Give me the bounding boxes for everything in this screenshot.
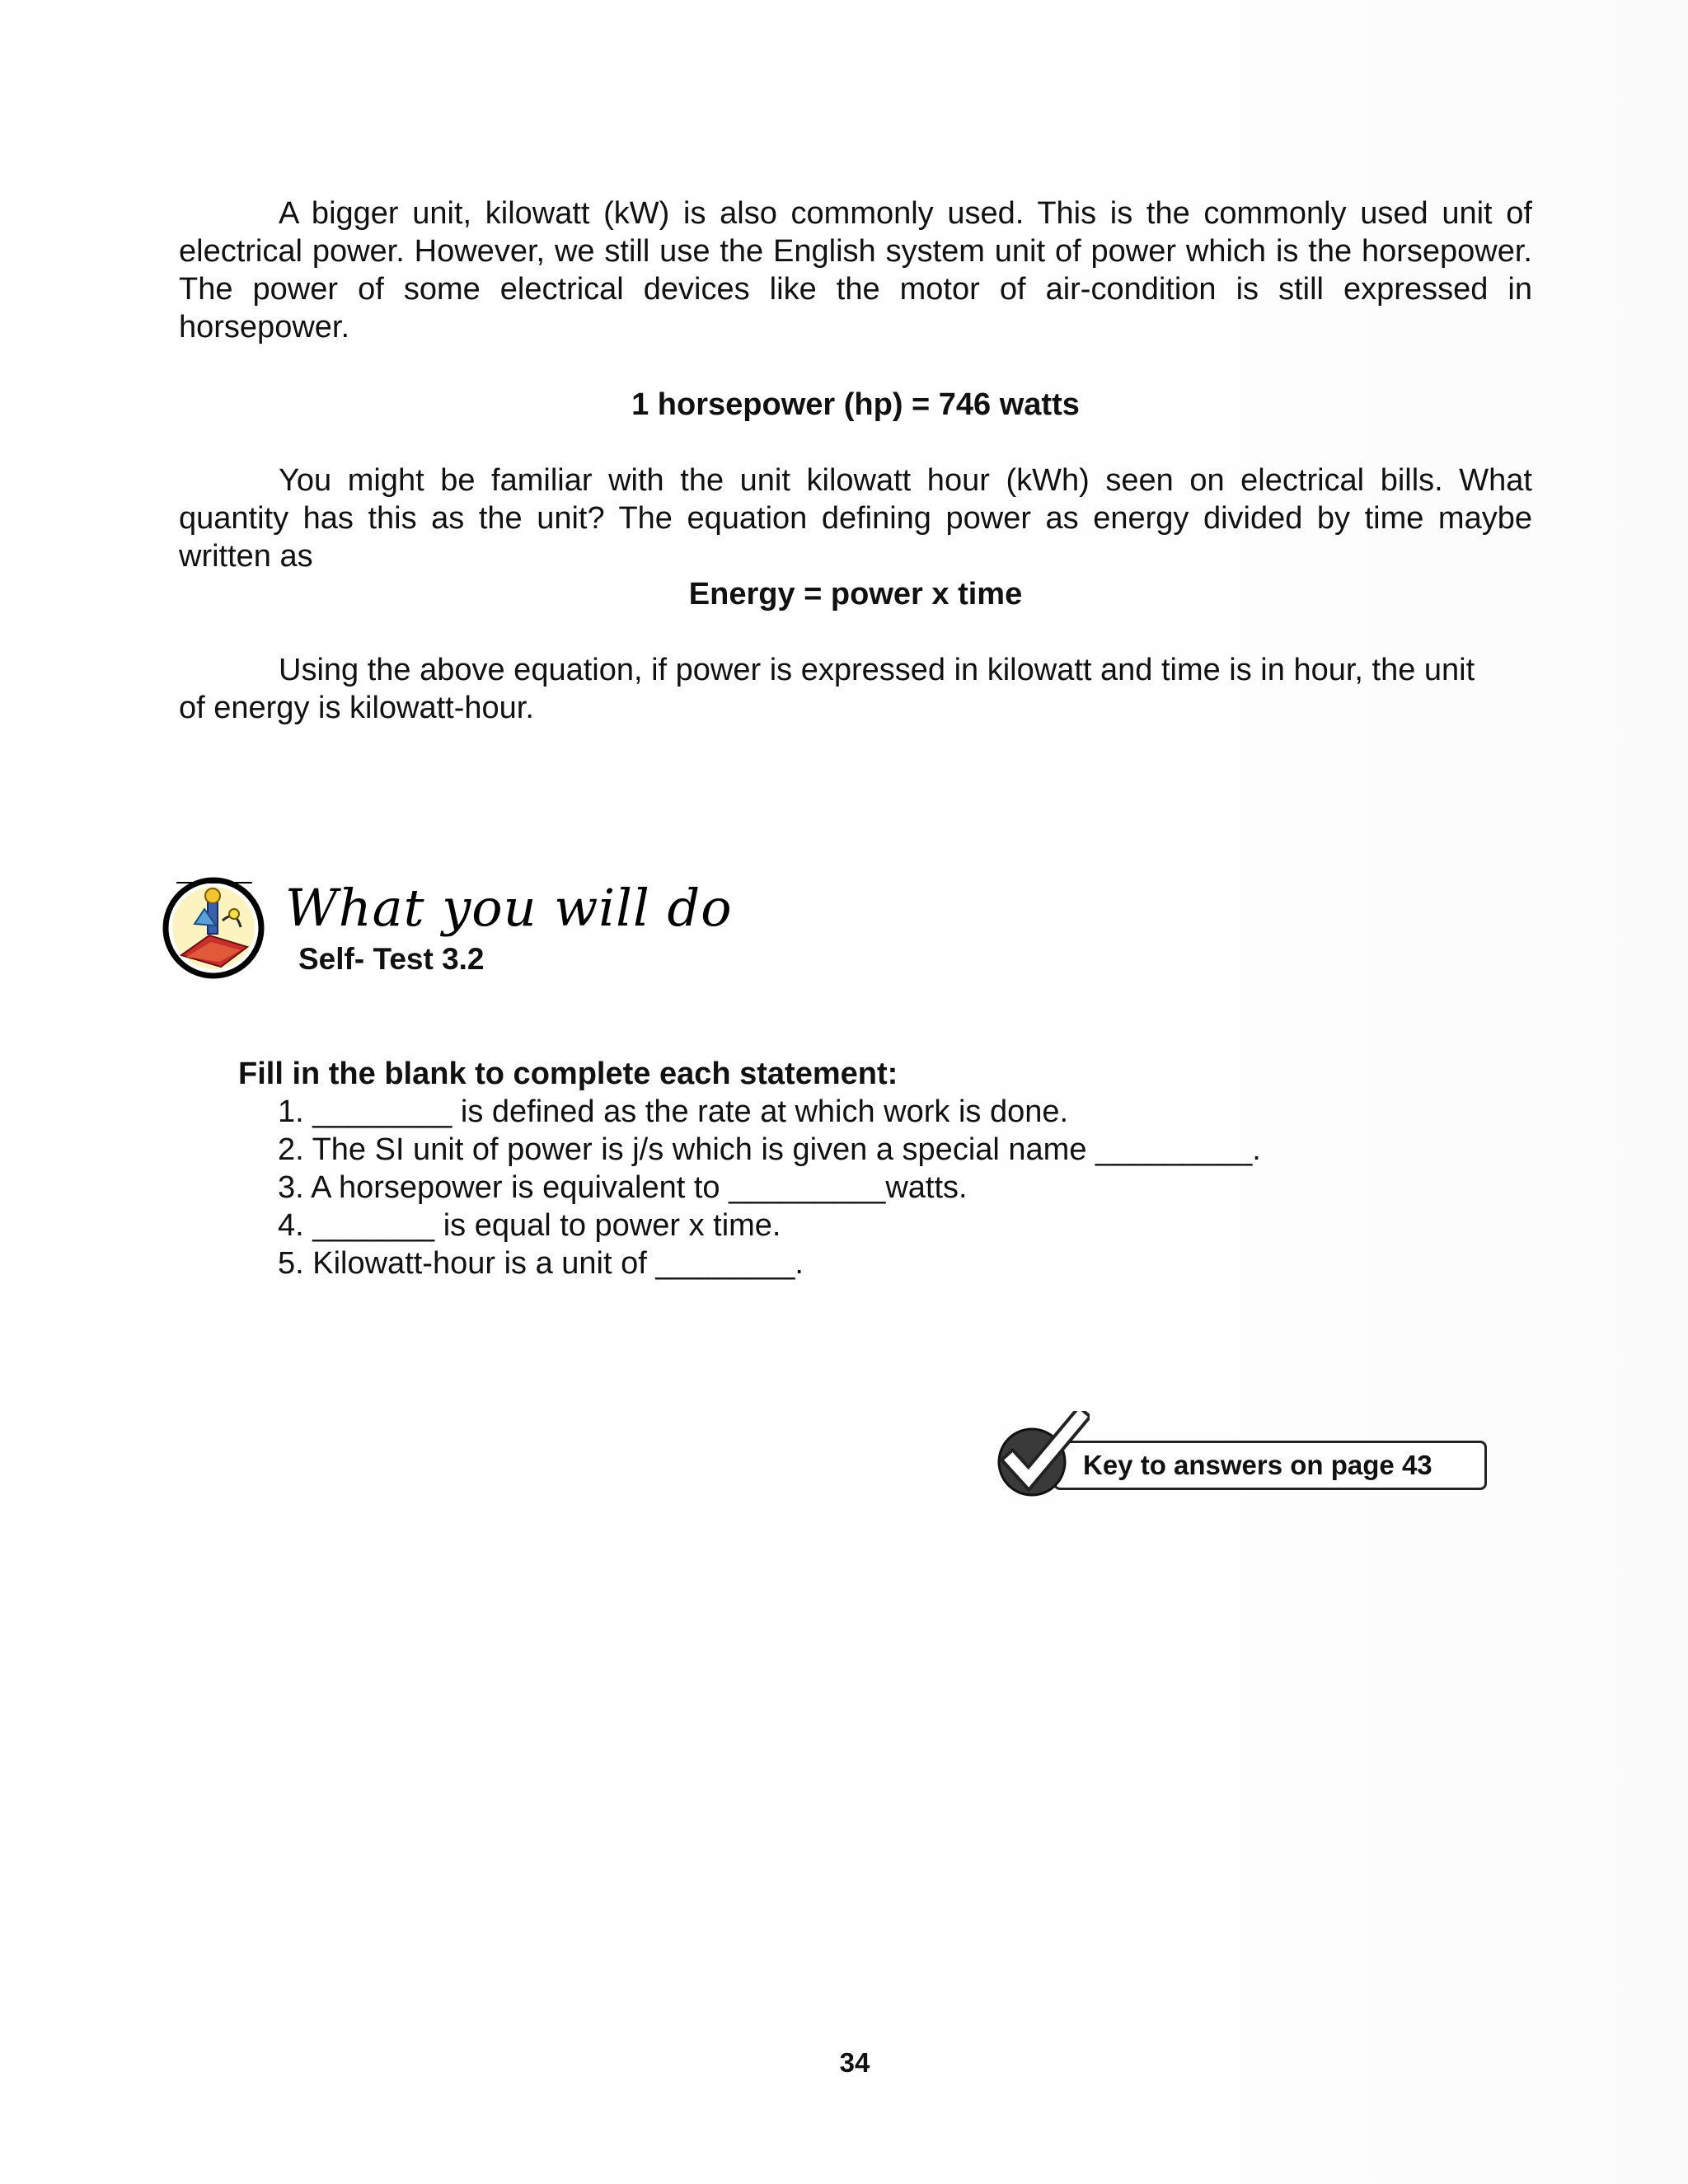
section-subtitle: Self- Test 3.2: [298, 942, 485, 976]
answer-key-callout: [997, 1411, 1496, 1498]
checkmark-icon: [997, 1411, 1090, 1498]
question-item: 3. A horsepower is equivalent to _________watts.: [278, 1170, 968, 1205]
paragraph-kilowatt-hour: [179, 462, 1532, 575]
formula-horsepower: 1 horsepower (hp) = 746 watts: [631, 387, 1080, 422]
formula-energy: Energy = power x time: [688, 577, 1023, 612]
paragraph-kilowatt-hour-text: You might be familiar with the unit kilowatt hour (kWh) seen on electrical bills. What quantity has this as the unit? The equation defining power as energy divided by time maybe written as: [179, 463, 1532, 574]
page-number: 34: [839, 2047, 870, 2078]
instructions: Fill in the blank to complete each statement:: [238, 1057, 898, 1091]
question-item: 5. Kilowatt-hour is a unit of ________.: [278, 1246, 804, 1281]
paragraph-energy-unit: [179, 651, 1498, 727]
question-item: 2. The SI unit of power is j/s which is given a special name _________.: [278, 1132, 1261, 1167]
answer-key-label: Key to answers on page 43: [1083, 1450, 1432, 1480]
paragraph-kilowatt: [179, 194, 1532, 346]
question-list: [278, 1093, 1261, 1282]
paragraph-energy-unit-text: Using the above equation, if power is expressed in kilowatt and time is in hour, the unit of energy is kilowatt-hour.: [179, 653, 1475, 725]
question-item: 4. _______ is equal to power x time.: [278, 1208, 781, 1243]
section-title: What you will do: [285, 878, 733, 938]
question-item: 1. ________ is defined as the rate at which work is done.: [278, 1094, 1069, 1129]
lab-activity-icon: [162, 876, 265, 980]
paragraph-kilowatt-text: A bigger unit, kilowatt (kW) is also commonly used. This is the commonly used unit of electrical power. However, we still use the English system unit of power which is the horsepower. The power of some electrical devices like the motor of air-condition is still expressed in horsepower.: [179, 196, 1532, 344]
